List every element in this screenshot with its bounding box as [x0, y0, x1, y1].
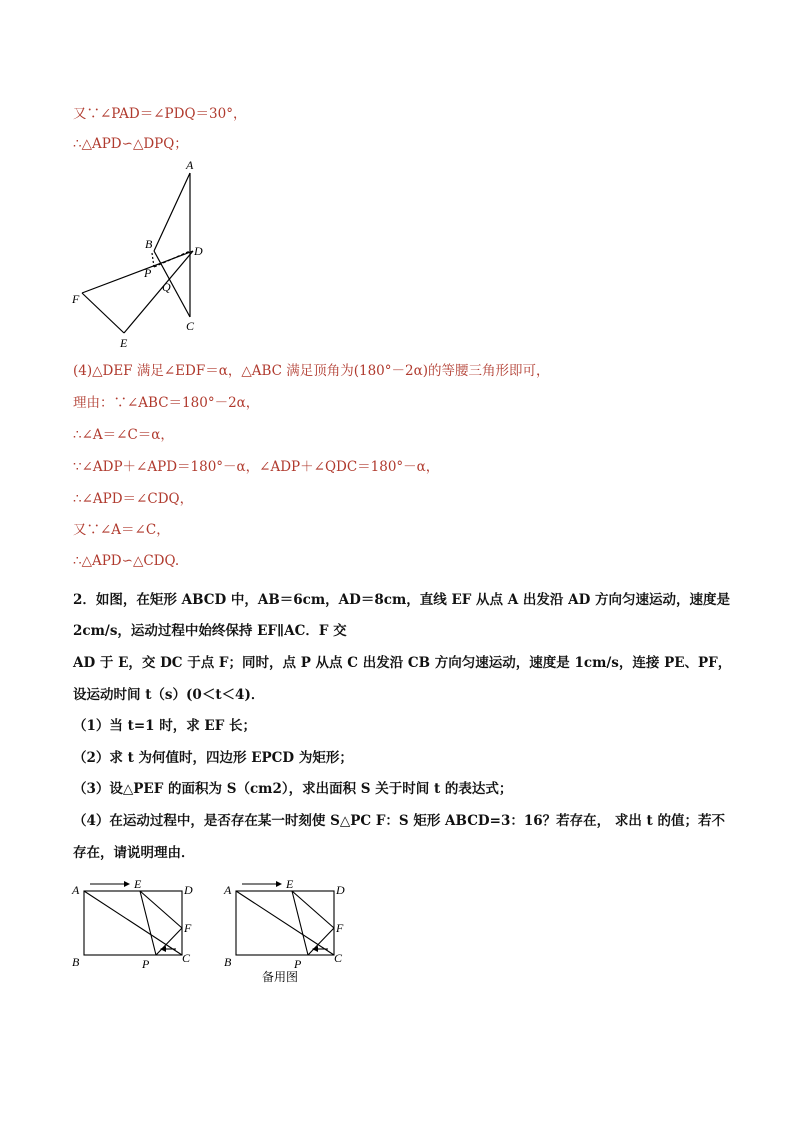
- problem2-line-1: 2．如图，在矩形 ABCD 中，AB＝6cm，AD＝8cm，直线 EF 从点 A 出发沿 AD 方向匀速运动，速度是: [73, 592, 730, 608]
- fig1-label-f: F: [72, 292, 80, 306]
- solution-line-1: 又∵∠PAD＝∠PDQ＝30°，: [73, 106, 247, 122]
- fig2-label-a: A: [72, 883, 80, 897]
- part4-line-3: ∴∠A＝∠C＝α，: [73, 427, 174, 443]
- fig2-label-e: E: [134, 877, 142, 891]
- figure-1-triangles: [60, 155, 220, 350]
- fig3-label-f: F: [336, 921, 344, 935]
- fig1-label-d: D: [194, 244, 203, 258]
- fig2-label-c: C: [182, 951, 191, 965]
- part4-line-7: ∴△APD∽△CDQ.: [73, 553, 180, 569]
- fig2-label-p: P: [142, 957, 150, 971]
- problem2-line-4: 设运动时间 t（s）(0＜t＜4)．: [73, 687, 265, 703]
- figure-3-spare-rectangle: [218, 874, 358, 974]
- fig1-label-b: B: [145, 237, 153, 251]
- fig3-label-d: D: [336, 883, 345, 897]
- fig3-label-b: B: [224, 955, 232, 969]
- fig3-label-a: A: [224, 883, 232, 897]
- fig3-label-c: C: [334, 951, 343, 965]
- problem2-line-3: AD 于 E，交 DC 于点 F；同时，点 P 从点 C 出发沿 CB 方向匀速运动，速度是 1cm/s，连接 PE、PF，: [73, 655, 732, 671]
- fig2-label-b: B: [72, 955, 80, 969]
- question-2: （2）求 t 为何值时，四边形 EPCD 为矩形；: [73, 750, 353, 766]
- fig1-label-a: A: [186, 158, 194, 172]
- question-1: （1）当 t=1 时，求 EF 长；: [73, 718, 257, 734]
- fig1-label-c: C: [186, 319, 195, 333]
- question-4-line-1: （4）在运动过程中，是否存在某一时刻使 S△PC F：S 矩形 ABCD=3：16？若存在， 求出 t 的值；若不: [73, 813, 725, 829]
- fig1-label-e: E: [120, 336, 128, 350]
- fig2-label-d: D: [184, 883, 193, 897]
- fig2-label-f: F: [184, 921, 192, 935]
- fig1-label-q: Q: [162, 280, 171, 294]
- solution-line-2: ∴△APD∽△DPQ；: [73, 136, 188, 152]
- fig3-label-e: E: [286, 877, 294, 891]
- question-3: （3）设△PEF 的面积为 S（cm2），求出面积 S 关于时间 t 的表达式；: [73, 781, 513, 797]
- problem2-line-2: 2cm/s，运动过程中始终保持 EF∥AC．F 交: [73, 623, 347, 639]
- question-4-line-2: 存在，请说明理由．: [73, 845, 195, 861]
- fig3-label-p: P: [294, 957, 302, 971]
- figure-3-caption: 备用图: [262, 970, 299, 984]
- part4-line-6: 又∵∠A＝∠C，: [73, 522, 170, 538]
- fig1-label-p: P: [144, 266, 152, 280]
- part4-line-4: ∵∠ADP＋∠APD＝180°－α，∠ADP＋∠QDC＝180°－α，: [73, 459, 440, 475]
- figure-2-rectangle: [66, 874, 206, 974]
- part4-line-1: (4)△DEF 满足∠EDF＝α，△ABC 满足顶角为(180°－2α)的等腰三角形即可，: [73, 363, 550, 379]
- part4-line-2: 理由：∵∠ABC＝180°－2α，: [73, 395, 260, 411]
- part4-line-5: ∴∠APD＝∠CDQ，: [73, 491, 194, 507]
